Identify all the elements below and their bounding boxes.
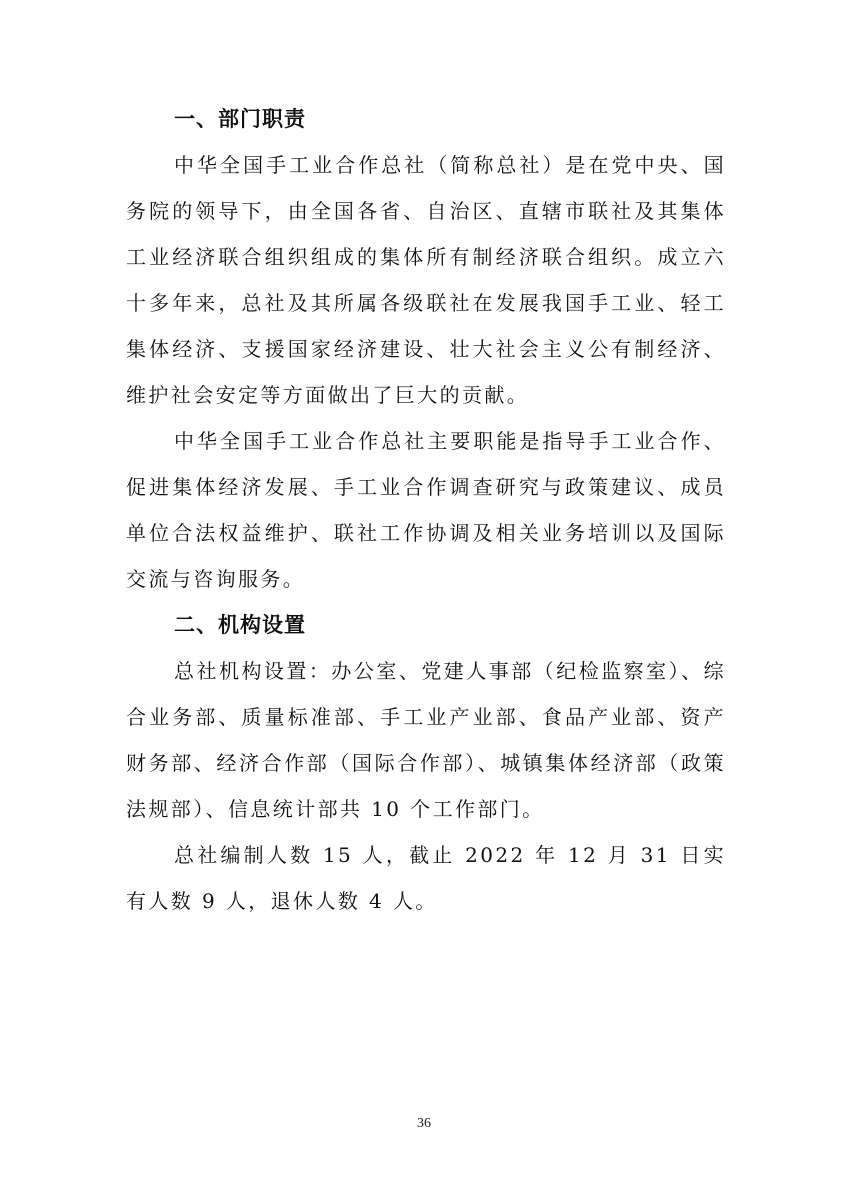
section-heading-organization: 二、机构设置	[174, 613, 306, 637]
page-content	[126, 96, 726, 924]
paragraph-departments: 总社机构设置：办公室、党建人事部（纪检监察室）、综合业务部、质量标准部、手工业产业部、食品产业部、资产财务部、经济合作部（国际合作部）、城镇集体经济部（政策法规部）、信息统计部共 10 个工作部门。	[126, 659, 726, 821]
section-heading-responsibilities: 一、部门职责	[174, 107, 306, 131]
paragraph-responsibilities-intro: 中华全国手工业合作总社（简称总社）是在党中央、国务院的领导下，由全国各省、自治区、直辖市联社及其集体工业经济联合组织组成的集体所有制经济联合组织。成立六十多年来，总社及其所属各级联社在发展我国手工业、轻工集体经济、支援国家经济建设、壮大社会主义公有制经济、维护社会安定等方面做出了巨大的贡献。	[126, 153, 726, 407]
page-number: 36	[417, 1116, 431, 1131]
paragraph-staffing: 总社编制人数 15 人，截止 2022 年 12 月 31 日实有人数 9 人，退休人数 4 人。	[126, 843, 726, 913]
paragraph-main-functions: 中华全国手工业合作总社主要职能是指导手工业合作、促进集体经济发展、手工业合作调查研究与政策建议、成员单位合法权益维护、联社工作协调及相关业务培训以及国际交流与咨询服务。	[126, 429, 726, 591]
